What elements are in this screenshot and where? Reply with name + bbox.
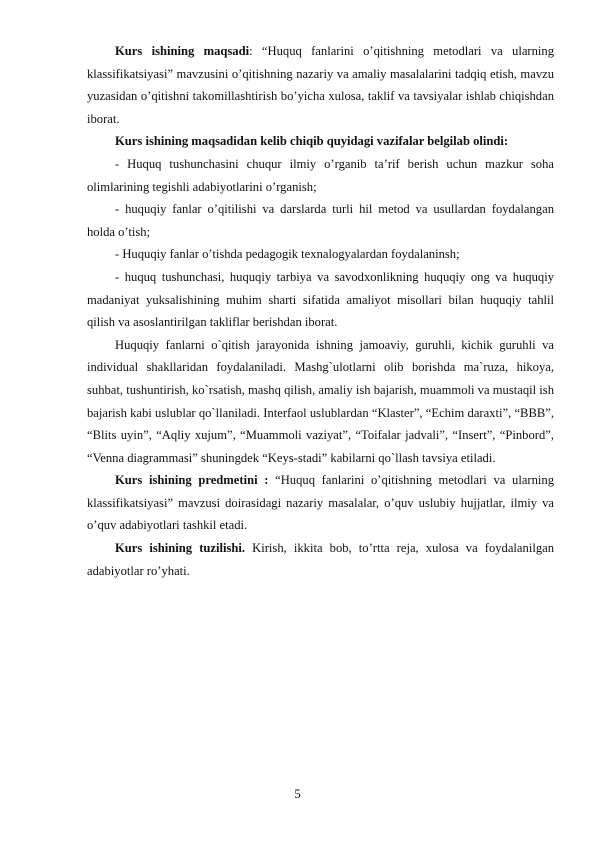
paragraph-subject — [87, 469, 554, 537]
subject-text: “Huquq fanlarini o’qitishning metodlari va ularning klassifikatsiyasi” mavzusi doirasidagi nazariy masalalar, o’quv uslubiy hujjatlar, ilmiy va o’quv adabiyotlari tashkil etadi. — [87, 473, 554, 533]
methods-text: Huquqiy fanlarni o`qitish jarayonida ishning jamoaviy, guruhli, kichik guruhli va individual shakllaridan foydalaniladi. Mashg`ulotlarni olib borishda ma`ruza, hikoya, suhbat, tushuntirish, ko`rsatish, mashq qilish, amaliy ish bajarish, muammoli va mustaqil ish bajarish kabi uslublar qo`llaniladi. Interfaol uslublardan “Klaster”, “Echim daraxti”, “BBB”, “Blits uyin”, “Aqliy xujum”, “Muammoli vaziyat”, “Toifalar jadvali”, “Insert”, “Pinbord”, “Venna diagrammasi” shuningdek “Keys-stadi” kabilarni qo`llash tavsiya etiladi. — [87, 337, 554, 465]
task-item-3 — [87, 243, 554, 266]
page-number: 5 — [294, 787, 301, 801]
task-text: - Huquq tushunchasini chuqur ilmiy o’rganib ta’rif berish uchun mazkur soha olimlarining tegishli adabiyotlarini o’rganish; — [87, 156, 554, 194]
paragraph-tasks-heading — [87, 130, 554, 153]
structure-heading: Kurs ishining tuzilishi. — [115, 541, 246, 556]
document-page — [87, 40, 554, 582]
goal-text: : “Huquq fanlarini o’qitishning metodlari va ularning klassifikatsiyasi” mavzusini o’qitishning nazariy va amaliy masalalarini tadqiq etish, mavzu yuzasidan o’qitishni takomillashtirish bo’yicha xulosa, taklif va tavsiyalar ishlab chiqishdan iborat. — [87, 44, 555, 126]
task-item-1 — [87, 153, 554, 198]
structure-text: Kirish, ikkita bob, to’rtta reja, xulosa va foydalanilgan adabiyotlar ro’yhati. — [87, 541, 554, 578]
task-text: - huquqiy fanlar o’qitilishi va darslarda turli hil metod va usullardan foydalangan holda o’tish; — [87, 202, 554, 239]
task-item-4 — [87, 266, 554, 334]
task-item-2 — [87, 198, 554, 243]
goal-heading: Kurs ishining maqsadi — [115, 44, 250, 58]
paragraph-methods — [87, 334, 554, 470]
paragraph-goal — [87, 40, 554, 130]
task-text: - huquq tushunchasi, huquqiy tarbiya va savodxonlikning huquqiy ong va huquqiy madaniyat yuksalishining muhim sharti sifatida amaliyot misollari bilan huquqiy tahlil qilish va asoslantirilgan takliflar berishdan iborat. — [87, 269, 554, 330]
task-text: - Huquqiy fanlar o’tishda pedagogik texnalogyalardan foydalaninsh; — [115, 247, 460, 262]
subject-heading: Kurs ishining predmetini : — [115, 473, 269, 488]
tasks-heading: Kurs ishining maqsadidan kelib chiqib quyidagi vazifalar belgilab olindi: — [115, 134, 509, 149]
paragraph-structure — [87, 537, 554, 582]
